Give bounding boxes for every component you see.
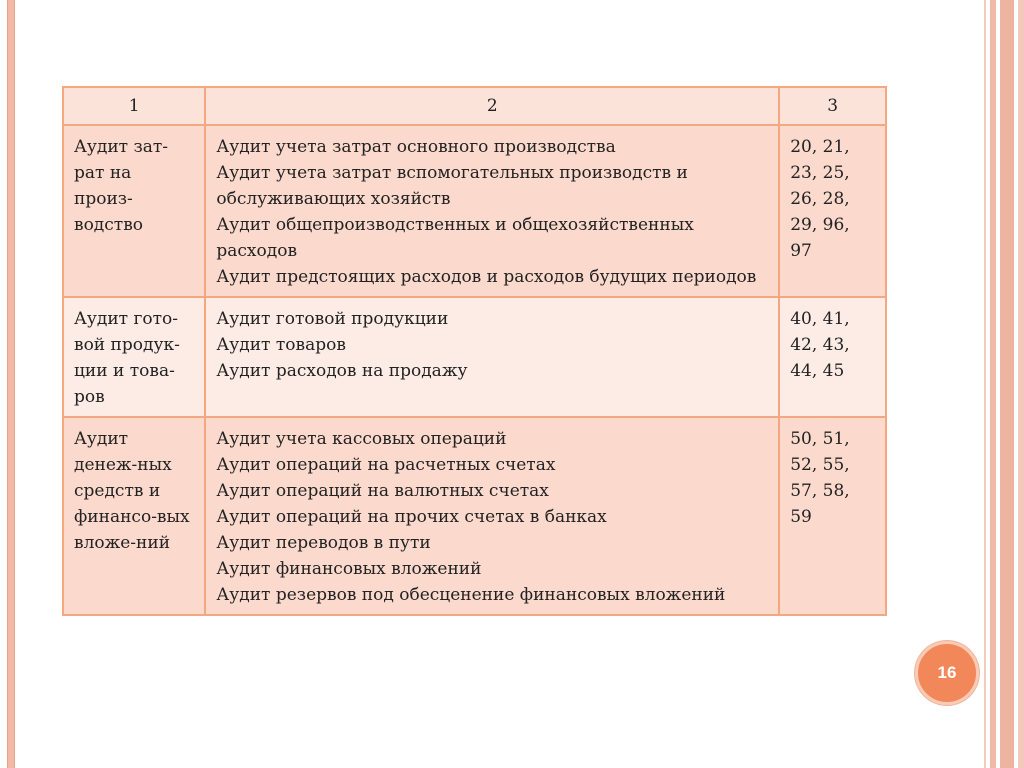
list-item: Аудит общепроизводственных и общехозяйственных расходов xyxy=(216,215,694,261)
items-cell xyxy=(205,297,779,417)
category-cell xyxy=(63,297,205,417)
list-item: Аудит учета затрат основного производства xyxy=(216,137,616,157)
column-header: 3 xyxy=(779,87,886,125)
category-cell xyxy=(63,417,205,615)
accounts-cell: 40, 41, 42, 43, 44, 45 xyxy=(779,297,886,417)
accounts-cell: 50, 51, 52, 55, 57, 58, 59 xyxy=(779,417,886,615)
list-item: Аудит финансовых вложений xyxy=(216,559,482,579)
column-header: 2 xyxy=(205,87,779,125)
stripe xyxy=(984,0,986,768)
list-item: Аудит учета кассовых операций xyxy=(216,429,507,449)
list-item: Аудит товаров xyxy=(216,335,346,355)
stripe xyxy=(1000,0,1014,768)
list-item: Аудит предстоящих расходов и расходов будущих периодов xyxy=(216,267,757,287)
list-item: Аудит операций на валютных счетах xyxy=(216,481,549,501)
table-row xyxy=(63,297,886,417)
items-cell xyxy=(205,417,779,615)
list-item: Аудит учета затрат вспомогательных производств и обслуживающих хозяйств xyxy=(216,163,688,209)
list-item: Аудит переводов в пути xyxy=(216,533,431,553)
list-item: Аудит готовой продукции xyxy=(216,309,449,329)
category-text: Аудит гото- вой продук- ции и това- ров xyxy=(74,309,180,407)
category-text: Аудит зат- рат на произ- водство xyxy=(74,137,169,235)
audit-table xyxy=(62,86,887,616)
page-number-badge: 16 xyxy=(915,641,979,705)
left-frame-border xyxy=(7,0,15,768)
column-header: 1 xyxy=(63,87,205,125)
items-cell xyxy=(205,125,779,297)
accounts-cell: 20, 21, 23, 25, 26, 28, 29, 96, 97 xyxy=(779,125,886,297)
list-item: Аудит расходов на продажу xyxy=(216,361,468,381)
table-header-row xyxy=(63,87,886,125)
category-text: Аудит денеж-ных средств и финансо-вых вложе-ний xyxy=(74,429,190,553)
list-item: Аудит операций на расчетных счетах xyxy=(216,455,556,475)
right-decorative-stripes xyxy=(978,0,1024,768)
category-cell xyxy=(63,125,205,297)
list-item: Аудит операций на прочих счетах в банках xyxy=(216,507,607,527)
table-row xyxy=(63,125,886,297)
stripe xyxy=(1018,0,1024,768)
table-row xyxy=(63,417,886,615)
stripe xyxy=(990,0,996,768)
list-item: Аудит резервов под обесценение финансовых вложений xyxy=(216,585,726,605)
